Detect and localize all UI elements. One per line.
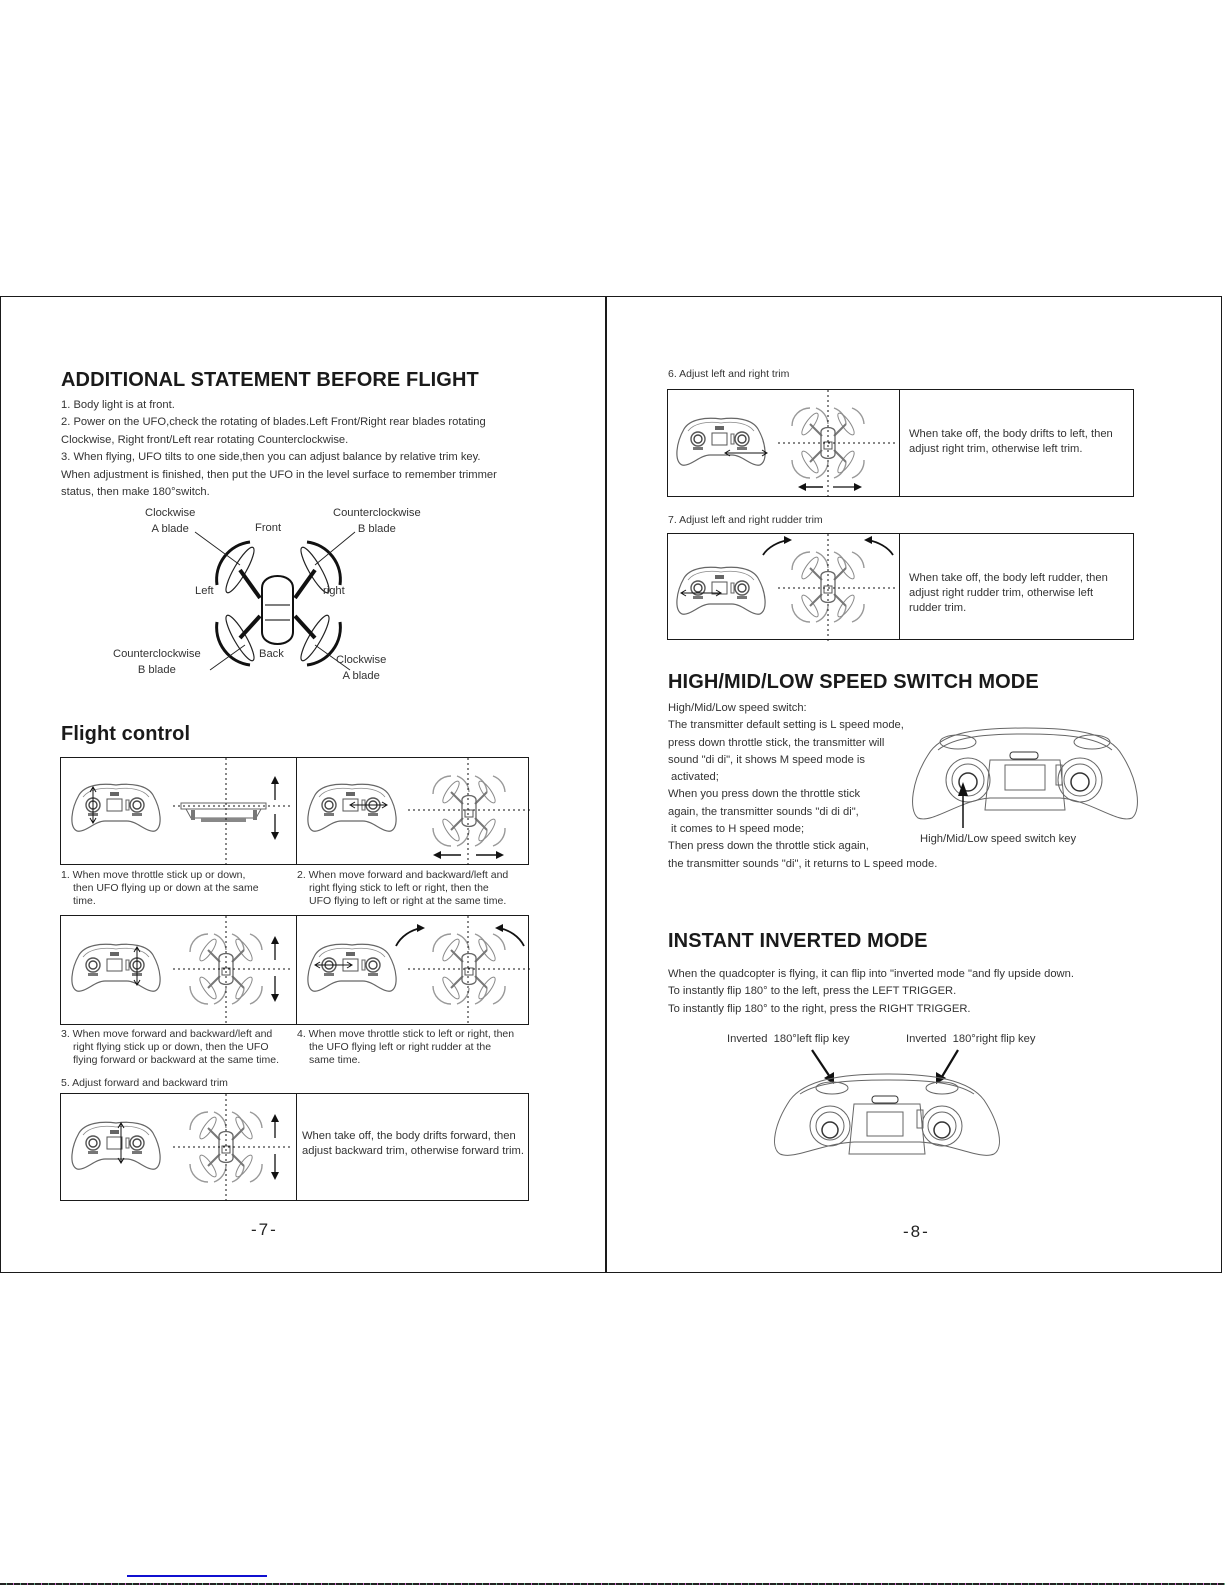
speed-line: press down throttle stick, the transmitter will [668, 736, 885, 749]
description-line: rudder trim. [909, 602, 967, 614]
caption-line: 3. When move forward and backward/left and [61, 1028, 273, 1040]
speed-switch-key-label: High/Mid/Low speed switch key [920, 833, 1077, 845]
caption-1 [61, 869, 293, 909]
description-line: When take off, the body left rudder, then [909, 572, 1108, 584]
description-line: adjust right trim, otherwise left trim. [909, 443, 1083, 455]
inverted-mode-heading: INSTANT INVERTED MODE [668, 930, 928, 952]
page-number-left: -7- [251, 1220, 278, 1239]
speed-line: The transmitter default setting is L speed mode, [668, 719, 904, 732]
caption-line: 2. When move forward and backward/left and [297, 869, 509, 881]
inverted-line: When the quadcopter is flying, it can flip into "inverted mode "and fly upside down. [668, 968, 1074, 980]
label-left: Left [195, 585, 214, 597]
statement-line: Clockwise, Right front/Left rear rotating Counterclockwise. [61, 433, 349, 446]
caption-line: right flying stick up or down, then the UFO [73, 1041, 269, 1054]
blade-direction: Clockwise [145, 507, 196, 519]
statement-line: status, then make 180°switch. [61, 486, 210, 499]
speed-line: it comes to H speed mode; [671, 823, 805, 836]
inverted-line: To instantly flip 180° to the right, press the RIGHT TRIGGER. [668, 1002, 971, 1015]
caption-2 [297, 869, 537, 909]
label-right: right [323, 585, 345, 597]
trim5-box [60, 1093, 529, 1201]
blade-direction: Clockwise [336, 654, 387, 666]
description-line: adjust backward trim, otherwise forward trim. [302, 1145, 524, 1157]
description-line: adjust right rudder trim, otherwise left [909, 587, 1094, 599]
label-back: Back [259, 648, 284, 660]
speed-switch-heading: HIGH/MID/LOW SPEED SWITCH MODE [668, 671, 1039, 693]
speed-line: the transmitter sounds "di", it returns to L speed mode. [668, 857, 938, 870]
throttle-and-roll-illustrations [61, 758, 530, 866]
trim7-title: 7. Adjust left and right rudder trim [668, 514, 823, 526]
caption-line: 1. When move throttle stick up or down, [61, 869, 246, 881]
pitch-and-yaw-illustrations [61, 916, 530, 1026]
speed-line: When you press down the throttle stick [668, 788, 861, 801]
page-number-right: -8- [903, 1222, 930, 1241]
transmitter-flip-keys-illustration [770, 1050, 1005, 1170]
trim5-title: 5. Adjust forward and backward trim [61, 1077, 228, 1089]
scan-artifact-link [127, 1575, 267, 1577]
trim5-description [302, 1129, 527, 1159]
left-right-trim-illustration [668, 390, 900, 498]
inverted-mode-text [668, 966, 1138, 1018]
description-line: When take off, the body drifts to left, then [909, 428, 1113, 440]
drone-blade-diagram [100, 507, 450, 695]
trim7-box [667, 533, 1134, 640]
label-top-left [145, 505, 195, 537]
trim6-box [667, 389, 1134, 497]
speed-line: Then press down the throttle stick again, [668, 840, 869, 853]
forward-backward-trim-illustration [61, 1094, 297, 1202]
caption-line: flying forward or backward at the same time. [73, 1054, 280, 1067]
caption-line: same time. [309, 1054, 361, 1067]
caption-line: right flying stick to left or right, then the [309, 882, 489, 895]
caption-3 [61, 1028, 297, 1068]
caption-4 [297, 1028, 542, 1068]
statement-line: 3. When flying, UFO tilts to one side,then you can adjust balance by relative trim key. [61, 451, 481, 464]
transmitter-speed-key-illustration [910, 720, 1140, 830]
blade-type: A blade [342, 670, 380, 682]
blade-type: B blade [357, 523, 396, 535]
statement-line: 2. Power on the UFO,check the rotating of blades.Left Front/Right rear blades rotating [61, 416, 486, 429]
page-divider [605, 296, 607, 1273]
description-line: When take off, the body drifts forward, then [302, 1130, 516, 1142]
rudder-trim-illustration [668, 534, 900, 641]
trim6-description [909, 427, 1131, 457]
caption-line: the UFO flying left or right rudder at the [309, 1041, 492, 1054]
flight-control-row-2 [60, 915, 529, 1025]
trim6-title: 6. Adjust left and right trim [668, 368, 790, 380]
speed-line: activated; [671, 771, 719, 784]
flight-control-row-1 [60, 757, 529, 865]
label-bottom-right [336, 652, 386, 684]
blade-direction: Counterclockwise [113, 648, 201, 660]
left-flip-key-label: Inverted 180°left flip key [727, 1033, 850, 1045]
blade-type: B blade [137, 664, 176, 676]
label-top-right [333, 505, 421, 537]
caption-line: then UFO flying up or down at the same [73, 882, 259, 895]
flight-control-heading: Flight control [61, 723, 191, 745]
additional-statement-heading: ADDITIONAL STATEMENT BEFORE FLIGHT [61, 369, 479, 391]
statement-line: 1. Body light is at front. [61, 399, 175, 411]
speed-line: High/Mid/Low speed switch: [668, 702, 807, 714]
speed-line: again, the transmitter sounds "di di di", [668, 805, 859, 818]
additional-statement-text [61, 397, 581, 501]
inverted-line: To instantly flip 180° to the left, press the LEFT TRIGGER. [668, 985, 957, 998]
label-bottom-left [113, 646, 201, 678]
right-flip-key-label: Inverted 180°right flip key [906, 1033, 1036, 1045]
caption-line: UFO flying to left or right at the same time. [309, 895, 507, 908]
speed-line: sound "di di", it shows M speed mode is [668, 753, 865, 766]
statement-line: When adjustment is finished, then put the UFO in the level surface to remember trimmer [61, 468, 497, 481]
caption-line: time. [73, 895, 96, 908]
label-front: Front [255, 522, 282, 534]
blade-type: A blade [151, 523, 189, 535]
caption-line: 4. When move throttle stick to left or right, then [297, 1028, 515, 1040]
trim7-description [909, 571, 1131, 616]
blade-direction: Counterclockwise [333, 507, 421, 519]
